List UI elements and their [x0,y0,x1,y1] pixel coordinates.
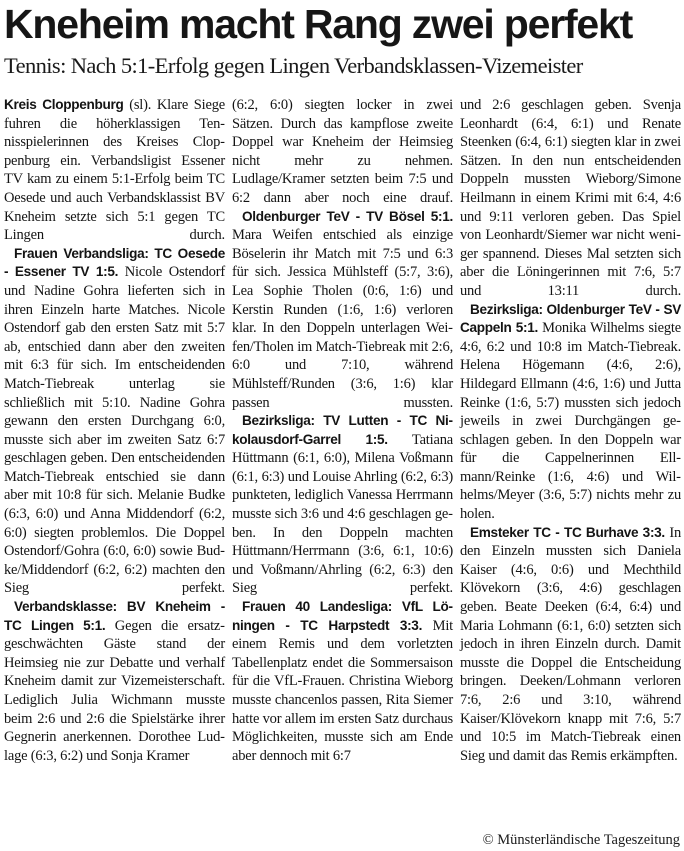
dateline: Kreis Cloppenburg [4,97,124,112]
column-3 [460,96,681,765]
section-heading: Oldenburger TeV - TV Bösel 5:1. [242,208,453,224]
section-heading: Bezirksliga: TV Lutten - TC Nikolausdorf-Garrel 1:5. [232,413,453,447]
section-text: Nicole Ostendorf und Nadine Gohra lieferten sich in ihren Einzeln harte Matches. Nicole Ostendorf gab den ersten Satz mit 5:7 ab, entschied dann aber den zweiten mit 6:3 für sich. Im entscheidenden Match-Tiebreak unterlag sie schließlich mit 5:10. Nadine Gohra gewann den ersten Durchgang 6:0, musste sich aber im zweiten Satz 6:7 geschlagen geben. Den entscheidenden Match-Tiebreak entschied sie dann aber mit 10:8 für sich. Melanie Budke (6:3, 6:0) und Anna Middendorf (6:2, 6:0) siegten problemlos. Die Doppel Ostendorf/Gohra (6:0, 6:0) sowie Budke/Middendorf (6:2, 6:2) machten den Sieg perfekt. [4,264,225,597]
section-text: Mara Weifen entschied als einzige Böselerin ihr Match mit 7:5 und 6:3 für sich. Jessica Mühlsteff (5:7, 3:6), Lea Sophie Tholen (0:6, 1:6) und Kerstin Runden (1:6, 1:6) verloren klar. In den Doppeln unterlagen Weifen/Tholen im Match-Tiebreak mit 2:6, 6:0 und 7:10, während Mühlsteff/Runden (3:6, 1:6) klar passen mussten. [232,227,453,411]
section-text: Tatiana Hüttmann (6:1, 6:0), Milena Voßmann (6:1, 6:3) und Louise Ahrling (6:2, 6:3) punkteten, lediglich Vanessa Herrmann musste sich 3:6 und 4:6 geschlagen geben. In den Doppeln machten Hüttmann/Herrmann (3:6, 6:1, 10:6) und Voßmann/Ahrling (6:2, 6:3) den Sieg perfekt. [232,431,453,597]
section-heading: Bezirksliga: Oldenburger TeV - SV Cappeln 5:1. [460,301,681,336]
column-2 [232,96,453,765]
section-text: Monika Wilhelms siegte 4:6, 6:2 und 10:8 im Match-Tiebreak. Helena Högemann (4:6, 2:6), Hildegard Ellmann (4:6, 1:6) und Jutta Reinke (1:6, 5:7) mussten sich jedoch jeweils in zwei Durchgängen geschlagen geben. In den Doppeln war für die Cappelnerinnen Ellmann/Reinke (1:6, 4:6) und Wilhelms/Meyer (3:6, 5:7) nichts mehr zu holen. [460,320,681,523]
copyright-credit: © Münsterländische Tageszeitung [482,832,680,848]
section-heading: Frauen 40 Landesliga: VfL Löningen - TC Harpstedt 3:3. [232,599,453,633]
section-text: und 2:6 geschlagen geben. Svenja Leonhardt (6:4, 6:1) und Renate Steenken (6:4, 6:1) siegten klar in zwei Sätzen. In den nun entscheidenden Doppeln mussten Wieborg/Simone Heilmann in einem Krimi mit 6:4, 4:6 und 9:11 verloren geben. Das Spiel von Leonhardt/Siemer war nicht weniger spannend. Dieses Mal setzten sich aber die Löningerinnen mit 7:6, 5:7 und 13:11 durch. [460,97,681,299]
subline: Tennis: Nach 5:1-Erfolg gegen Lingen Verbandsklassen-Vizemeister [4,53,583,78]
section-heading: Verbandsklasse: BV Kneheim - TC Lingen 5:1. [4,599,225,633]
article-body [4,96,681,765]
headline: Kneheim macht Rang zwei perfekt [4,1,633,47]
section-text: Gegen die ersatzgeschwächten Gäste stand der Heimsieg nie zur Debatte und verhalf Kneheim damit zur Vizemeisterschaft. Lediglich Julia Wichmann musste beim 2:6 und 2:6 die Spielstärke ihrer Gegnerin anerkennen. Dorothee Ludlage (6:3, 6:2) und Sonja Kramer [4,617,226,764]
section-text: Mit einem Remis und dem vorletzten Tabellenplatz endet die Sommersaison für die VfL-Frauen. Christina Wieborg musste chancenlos passen, Rita Siemer hatte vor allem im ersten Satz durchaus Möglichkeiten, musste sich am Ende aber dennoch mit 6:7 [232,617,453,764]
intro-text: (sl). Klare Siege fuhren die höherklassigen Tennisspielerinnen des Kreises Cloppenburg ein. Verbandsligist Essener TV kam zu einem 5:1-Erfolg beim TC Oesede und auch Verbandsklassist BV Kneheim setzte sich 5:1 gegen TC Lingen durch. [4,97,225,244]
section-heading: Frauen Verbandsliga: TC Oesede - Essener TV 1:5. [4,245,225,280]
section-text: In den Einzeln mussten sich Daniela Kaiser (4:6, 0:6) und Mechthild Klövekorn (3:6, 4:6) geschlagen geben. Beate Deeken (6:4, 6:4) und Maria Lohmann (6:1, 6:0) setzten sich jedoch in ihren Einzeln durch. Damit musste die Doppel die Entscheidung bringen. Deeken/Lohmann verloren 7:6, 2:6 und 3:10, während Kaiser/Klövekorn knapp mit 7:6, 5:7 und 10:5 im Match-Tiebreak einen Sieg und damit das Remis erkämpften. [460,524,681,764]
section-text: (6:2, 6:0) siegten locker in zwei Sätzen. Durch das kampflose zweite Doppel war Kneheim der Heimsieg nicht mehr zu nehmen. Ludlage/Kramer setzten beim 7:5 und 6:2 dann aber noch eine drauf. [232,97,453,206]
section-heading: Emsteker TC - TC Burhave 3:3. [470,524,665,540]
column-1 [4,96,225,765]
